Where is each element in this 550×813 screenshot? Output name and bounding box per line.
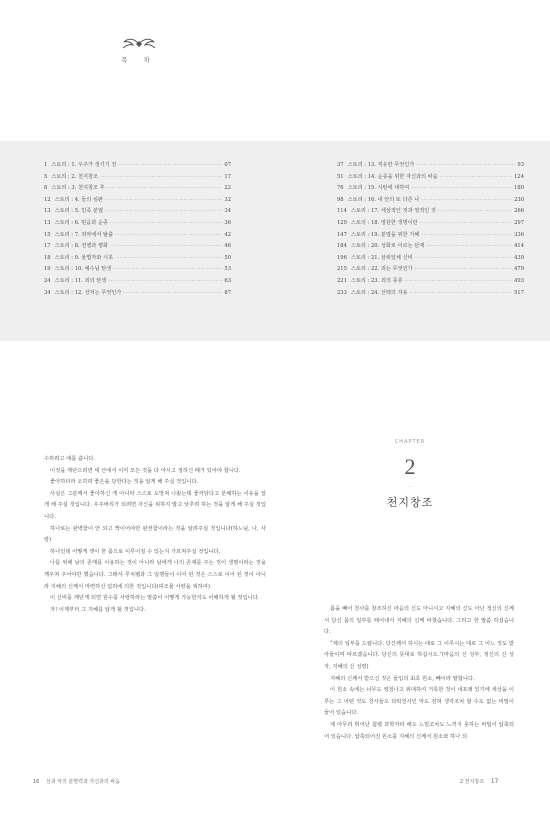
toc-dot-leader: [426, 243, 512, 249]
toc-entry[interactable]: [44, 161, 231, 173]
toc-entry-title: 스토리 : 23. 죄의 종류: [350, 277, 403, 284]
toc-entry-page: 46: [224, 243, 231, 250]
toc-entry-ref: 18: [44, 254, 51, 261]
left-page-body: [44, 454, 266, 616]
toc-dot-leader: [123, 290, 222, 296]
toc-entry[interactable]: [337, 196, 524, 208]
toc-entry-page: 42: [224, 231, 231, 238]
toc-dot-leader: [105, 197, 222, 203]
toc-entry[interactable]: [44, 207, 231, 219]
toc-dot-leader: [110, 243, 222, 249]
toc-dot-leader: [100, 174, 222, 180]
toc-entry-ref: 15: [44, 231, 51, 238]
toc-entry[interactable]: [337, 161, 524, 173]
left-page-number: 16: [33, 779, 40, 785]
left-running-title: 선과 악의 분별력과 자신과의 싸움: [45, 779, 120, 785]
toc-dot-leader: [107, 185, 223, 191]
body-paragraph: 하나인데 어떻게 셋이 한 몸으로 이루어질 수 있는지 가르쳐주실 것입니다.: [50, 548, 221, 555]
toc-dot-leader: [411, 185, 512, 191]
toc-entry-title: 스토리 : 24. 선택의 자유: [350, 289, 408, 296]
toc-entry-page: 230: [514, 196, 524, 203]
toc-right-column: [337, 161, 524, 300]
toc-entry-ref: 147: [337, 231, 347, 238]
body-paragraph: “제의 일부를 드립니다. 당신께서 하시는 대로 그 이루시는 대로 그 어느 것도 받아들이며 따르겠습니다. 당신의 뜻대로 하십시오.”(마음의 신 성부, 정신의 신 성자, 지혜의 신 성령): [324, 640, 514, 670]
toc-entry-page: 63: [224, 277, 231, 284]
toc-entry-page: 414: [514, 243, 524, 250]
toc-dot-leader: [438, 208, 512, 214]
toc-entry-page: 180: [514, 185, 524, 192]
toc-entry-page: 34: [224, 208, 231, 215]
toc-entry-title: 스토리 : 9. 율법자와 시초: [54, 254, 114, 261]
toc-entry-ref: 114: [337, 208, 347, 215]
body-paragraph: 이 원소 속에는 너무도 영청나고 위대하여 거룩한 것이 내포돼 있기에 세상을 이루는 그 어떤 것도 천사들도 타락천사인 악도 전혀 생각조차 할 수도 없는 비밀이 들어 있습니다.: [324, 687, 514, 717]
body-paragraph: 지혜의 신께서 받으신 것은 들입의 최초 원소, 빼이라 말합니다.: [330, 675, 475, 682]
toc-entry-ref: 13: [44, 219, 51, 226]
toc-entry-ref: 129: [337, 219, 347, 226]
toc-entry-ref: 24: [44, 277, 51, 284]
toc-entry-page: 493: [514, 277, 524, 284]
right-page-footer: [460, 778, 498, 785]
toc-entry[interactable]: [337, 277, 524, 289]
toc-entry-page: 17: [224, 173, 231, 180]
body-paragraph: 이것을 깨닫으려면 세 산에서 이미 모든 것을 다 아시고 정하신 때가 있어야 합니다.: [50, 467, 241, 474]
toc-entry[interactable]: [337, 184, 524, 196]
toc-entry-title: 스토리 : 3. 천지창조 후: [51, 185, 105, 192]
toc-dot-leader: [420, 220, 512, 226]
chapter-label: CHAPTER: [394, 439, 426, 445]
toc-entry-ref: 19: [44, 266, 51, 273]
toc-dot-leader: [410, 290, 513, 296]
toc-entry-page: 479: [514, 266, 524, 273]
toc-entry-page: 07: [224, 162, 231, 168]
toc-entry-page: 87: [224, 289, 231, 296]
toc-dot-leader: [110, 220, 222, 226]
toc-dot-leader: [405, 278, 513, 284]
toc-entry-ref: 184: [337, 243, 347, 250]
toc-dot-leader: [108, 278, 222, 284]
chapter-number: 2: [404, 454, 416, 479]
toc-entry[interactable]: [44, 173, 231, 185]
toc-entry-title: 스토리 : 14. 순종을 위한 자신과의 싸움: [347, 173, 438, 180]
toc-entry-page: 124: [514, 173, 524, 180]
toc-entry[interactable]: [44, 242, 231, 254]
toc-title: 목 차: [121, 56, 157, 64]
toc-entry-ref: 17: [44, 243, 51, 250]
toc-entry-page: 517: [514, 289, 524, 296]
toc-entry[interactable]: [44, 219, 231, 231]
toc-dot-leader: [416, 162, 515, 168]
body-paragraph: 몸을 빼어 천사를 창조하신 마음의 신도 아니시고 지혜의 신도 아닌 정신의 신께서 당신 몸의 일부를 떼어내서 지혜의 신께 바쳤습니다. 그리고 한 말씀 하셨습니다.: [324, 606, 514, 636]
toc-entry-page: 297: [514, 219, 524, 226]
toc-entry-page: 32: [224, 196, 231, 203]
chapter-title: 천지창조: [386, 496, 434, 509]
toc-entry-ref: 76: [337, 185, 344, 192]
toc-entry-title: 스토리 : 8. 전쟁과 평화: [54, 243, 108, 250]
toc-entry-title: 스토리 : 21. 삼위일체 신비: [350, 254, 413, 261]
toc-entry[interactable]: [44, 196, 231, 208]
toc-entry[interactable]: [337, 254, 524, 266]
toc-entry-title: 스토리 : 5. 민족 분열: [54, 208, 103, 215]
toc-entry-title: 스토리 : 6. 믿음과 순종: [54, 219, 108, 226]
toc-entry[interactable]: [337, 265, 524, 277]
toc-entry[interactable]: [337, 173, 524, 185]
toc-entry-title: 스토리 : 7. 죄악에서 탈출: [54, 231, 114, 238]
toc-entry[interactable]: [337, 207, 524, 219]
toc-entry-title: 스토리 : 13. 직유란 무엇인가: [347, 162, 415, 168]
flourish-ornament-icon: [120, 37, 158, 51]
toc-entry-ref: 51: [337, 173, 344, 180]
toc-entry[interactable]: [44, 265, 231, 277]
toc-entry-page: 439: [514, 254, 524, 261]
toc-entry-page: 50: [224, 254, 231, 261]
toc-entry-page: 336: [514, 231, 524, 238]
toc-entry-title: 스토리 : 19. 분열을 위한 지혜: [350, 231, 420, 238]
left-page-footer: [33, 778, 120, 785]
toc-entry-title: 스토리 : 17. 세상적인 것과 영적인 것: [350, 208, 436, 215]
toc-entry-title: 스토리 : 1. 우주가 생기기 전: [51, 162, 117, 168]
chapter-divider: ·: [409, 484, 411, 491]
toc-dot-leader: [105, 208, 222, 214]
toc-dot-leader: [440, 174, 512, 180]
toc-entry-title: 스토리 : 11. 죄의 탄생: [54, 277, 107, 284]
body-paragraph: 사실은 그분께서 좋아하신 게 아니라 스스로 도망쳐 나왔는데 좋까닭다고 분해하는 이유을 알게 해 주실 것입니다. 우주버리가 되려면 자신을 위하지 말고 낮추려 하는 것을 알게 해 주실 것입니다.: [44, 490, 266, 520]
toc-entry[interactable]: [44, 184, 231, 196]
toc-entry-ref: 1: [44, 162, 48, 168]
toc-entry-title: 스토리 : 22. 죄는 무엇인가: [350, 266, 413, 273]
toc-dot-leader: [113, 266, 222, 272]
toc-entry[interactable]: [44, 289, 231, 301]
right-page-number: 17: [490, 778, 499, 785]
toc-entry[interactable]: [44, 254, 231, 266]
toc-entry[interactable]: [44, 277, 231, 289]
toc-dot-leader: [421, 197, 512, 203]
toc-entry-ref: 215: [337, 266, 347, 273]
toc-entry-ref: 8: [44, 185, 48, 192]
toc-dot-leader: [115, 232, 222, 238]
right-running-title: 2 천지창조: [460, 779, 485, 785]
toc-entry[interactable]: [337, 231, 524, 243]
toc-entry-title: 스토리 : 18. 영원한 생명이란: [350, 219, 418, 226]
toc-entry-page: 266: [514, 208, 524, 215]
toc-entry-title: 스토리 : 2. 천지창조: [51, 173, 99, 180]
toc-entry-title: 스토리 : 4. 들의 심판: [54, 196, 103, 203]
toc-entry-title: 스토리 : 15. 사탄에 대하여: [347, 185, 410, 192]
toc-entry-title: 스토리 : 10. 예수님 탄생: [54, 266, 112, 273]
toc-entry-ref: 5: [44, 173, 48, 180]
toc-entry-ref: 13: [44, 208, 51, 215]
toc-entry-ref: 34: [44, 289, 51, 296]
right-page-body: [324, 604, 514, 743]
toc-entry-ref: 98: [337, 196, 344, 203]
toc-entry[interactable]: [44, 231, 231, 243]
toc-dot-leader: [421, 232, 512, 238]
toc-entry[interactable]: [337, 219, 524, 231]
toc-entry-ref: 12: [44, 196, 51, 203]
body-paragraph: 이 신비를 깨닫게 되면 원수를 사랑하라는 말씀이 어떻게 가능한지도 이해하게 될 것입니다.: [50, 595, 260, 602]
toc-entry-page: 36: [224, 219, 231, 226]
toc-dot-leader: [415, 266, 512, 272]
body-paragraph: 자! 이제부터 그 지혜를 알게 될 것입니다.: [50, 606, 146, 613]
toc-entry-ref: 233: [337, 289, 347, 296]
toc-dot-leader: [115, 255, 222, 261]
toc-entry-title: 스토리 : 12. 상처는 무엇인가: [54, 289, 122, 296]
toc-entry-page: 22: [224, 185, 231, 192]
toc-entry[interactable]: [337, 242, 524, 254]
toc-dot-leader: [118, 162, 222, 168]
toc-entry[interactable]: [337, 289, 524, 301]
toc-left-column: [44, 161, 231, 300]
toc-entry-page: 93: [517, 162, 524, 168]
body-paragraph: 좋아하더라 오히려 좋은을 당한다는 것을 알게 해 주실 것입니다.: [50, 479, 199, 486]
toc-dot-leader: [415, 255, 512, 261]
toc-entry-page: 53: [224, 266, 231, 273]
toc-entry-title: 스토리 : 20. 성화로 이르는 단계: [350, 243, 425, 250]
toc-entry-ref: 37: [337, 162, 344, 168]
toc-entry-title: 스토리 : 16. 내 안의 또 다른 나: [347, 196, 420, 203]
body-paragraph: 나를 위해 남의 존재를 이용하는 것이 아니라 남에게 나의 존재를 주는 것이 생명이라는 것을 깨우쳐 주어야만 했습니다. 그래서 루치펠과 그 일행들이 이어 된 것은 스스로 이어 된 것이 아니라 지혜의 신께서 마련하신 섭리에 의한 것입니다(피조물 사랑을 위하여): [44, 560, 266, 590]
body-paragraph: 수하려고 애를 씁니다.: [44, 456, 96, 462]
toc-entry-ref: 196: [337, 254, 347, 261]
body-paragraph: 하나로는 완벽함이 안 되고 짝이어야만 완전함이라는 것을 알려주실 것입니다(하느님, 나, 사랑): [44, 525, 266, 544]
body-paragraph: 제 아무리 뛰어난 첨렬 과학자라 해도 느낌조차도 느끼지 못하는 비밀이 압축되어 있습니다. 압축되어진 원소를 지혜의 신께서 원소와 하나 되: [324, 721, 514, 740]
toc-entry-ref: 221: [337, 277, 347, 284]
